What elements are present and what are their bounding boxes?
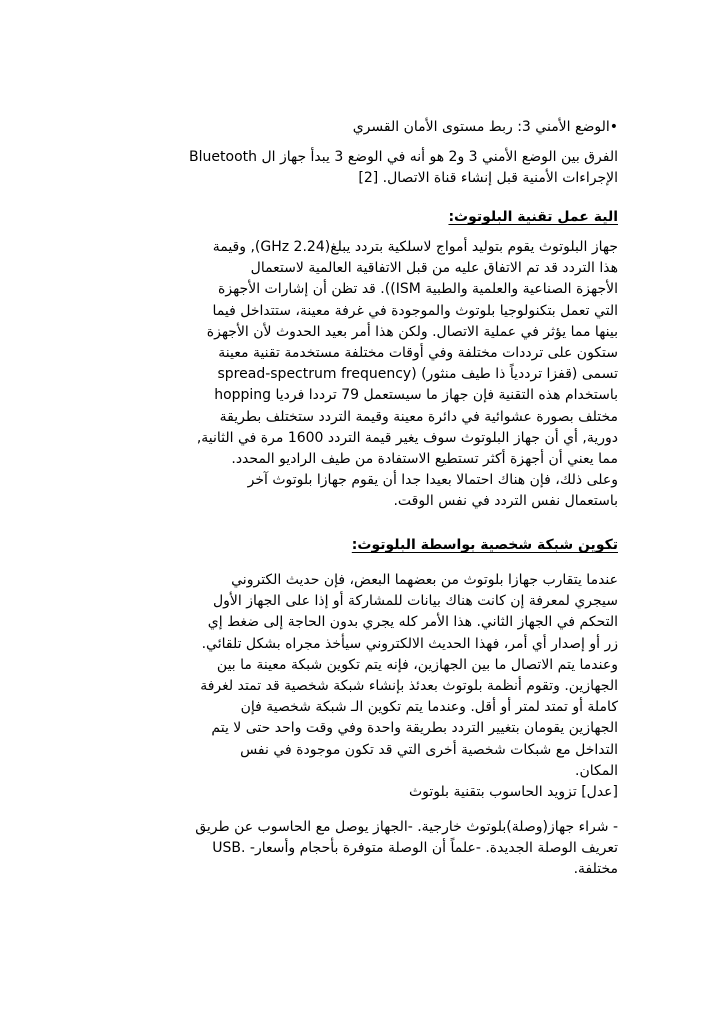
paragraph-line: عندما يتقارب جهازا بلوتوث من بعضهما البعض، فإن حديث الكتروني	[231, 572, 618, 588]
paragraph-line: كاملة أو تمتد لمتر أو أقل. وعندما يتم تكوين الـ شبكة شخصية فإن	[240, 699, 618, 716]
paragraph-line: التي تعمل بتكنولوجيا بلوتوث والموجودة في غرفة معينة، ستتداخل فيما	[212, 302, 618, 319]
mechanism-paragraph	[110, 237, 618, 513]
paragraph-line: زر أو إصدار أي أمر، فهذا الحديث الالكتروني سيأخذ مجراه بشكل تلقائي.	[201, 635, 618, 652]
paragraph-line: تسمى (قفزا ترددياً ذا طيف منثور) (spread-spectrum frequency	[217, 366, 618, 383]
paragraph-line: دورية, أي أن جهاز البلوتوث سوف يغير قيمة التردد 1600 مرة في الثانية,	[196, 429, 618, 446]
paragraph-line: جهاز البلوتوث يقوم بتوليد أمواج لاسلكية بتردد يبلغ(GHz 2.24), وقيمة	[212, 239, 618, 255]
paragraph-line: مما يعني أن أجهزة أكثر تستطيع الاستفادة من طيف الراديو المحدد.	[231, 451, 618, 468]
paragraph-line: هذا التردد قد تم الاتفاق عليه من قبل الاتفاقية العالمية لاستعمال	[250, 260, 618, 277]
paragraph-line: التداخل مع شبكات شخصية أخرى التي قد تكون موجودة في نفس	[240, 741, 618, 758]
heading-network	[110, 535, 618, 556]
paragraph-line: الجهازين. وتقوم أنظمة بلوتوث بعدئذ بإنشاء شبكة شخصية قد تمتد لغرفة	[200, 678, 618, 695]
paragraph-line: ستكون على ترددات مختلفة وفي أوقات مختلفة مستخدمة تقنية معينة	[218, 345, 618, 362]
section-heading: تكوين شبكة شخصية بواسطة البلوتوث:	[351, 537, 618, 553]
paragraph-line: وعلى ذلك، فإن هناك احتمالا بعيدا جدا أن يقوم جهازا بلوتوث آخر	[247, 472, 618, 489]
paragraph-line: مختلفة.	[573, 861, 618, 878]
paragraph-line: USB. -تعريف الوصلة الجديدة. -علماً أن الوصلة متوفرة بأحجام وأسعار	[212, 840, 618, 857]
paragraph-line: الأجهزة الصناعية والعلمية والطبية ISM)). قد تظن أن إشارات الأجهزة	[218, 281, 618, 298]
paragraph-line: hopping باستخدام هذه التقنية فإن جهاز ما سيستعمل 79 ترددا فرديا	[214, 387, 618, 404]
heading-mechanism	[110, 207, 618, 228]
paragraph-line: الفرق بين الوضع الأمني 3 و2 هو أنه في الوضع 3 يبدأ جهاز ال Bluetooth	[189, 149, 618, 165]
edit-section-link[interactable]: [عدل] تزويد الحاسوب بتقنية بلوتوث	[408, 784, 618, 801]
paragraph-line: وعندما يتم الاتصال ما بين الجهازين، فإنه يتم تكوين شبكة معينة ما بين	[216, 656, 618, 673]
paragraph-line: باستعمال نفس التردد في نفس الوقت.	[393, 493, 618, 510]
paragraph-line: التحكم في الجهاز الثاني. هذا الأمر كله يجري بدون الحاجة إلى ضغط إي	[207, 614, 618, 631]
paragraph-line: الإجراءات الأمنية قبل إنشاء قناة الاتصال. [2]	[358, 170, 618, 187]
purchase-paragraph	[110, 817, 618, 881]
paragraph-line: سيجري لمعرفة إن كانت هناك بيانات للمشاركة أو إذا على الجهاز الأول	[212, 593, 618, 610]
paragraph-line: بينها مما يؤثر في عملية الاتصال. ولكن هذا أمر بعيد الحدوث لأن الأجهزة	[206, 323, 618, 340]
paragraph-line: - شراء جهاز(وصلة)بلوتوث خارجية. -الجهاز يوصل مع الحاسوب عن طريق	[195, 819, 618, 835]
bullet-line: •الوضع الأمني 3: ربط مستوى الأمان القسري	[352, 119, 618, 135]
network-paragraph	[110, 570, 618, 803]
section-heading: الية عمل تقنية البلوتوث:	[448, 209, 618, 225]
paragraph-line: مختلف بصورة عشوائية في دائرة معينة وقيمة التردد ستختلف بطريقة	[219, 408, 618, 425]
paragraph-line: المكان.	[575, 762, 618, 779]
security-mode-3-item	[110, 117, 618, 138]
difference-paragraph	[110, 147, 618, 189]
paragraph-line: الجهازين يقومان بتغيير التردد بطريقة واحدة وفي وقت واحد حتى لا يتم	[211, 720, 618, 737]
